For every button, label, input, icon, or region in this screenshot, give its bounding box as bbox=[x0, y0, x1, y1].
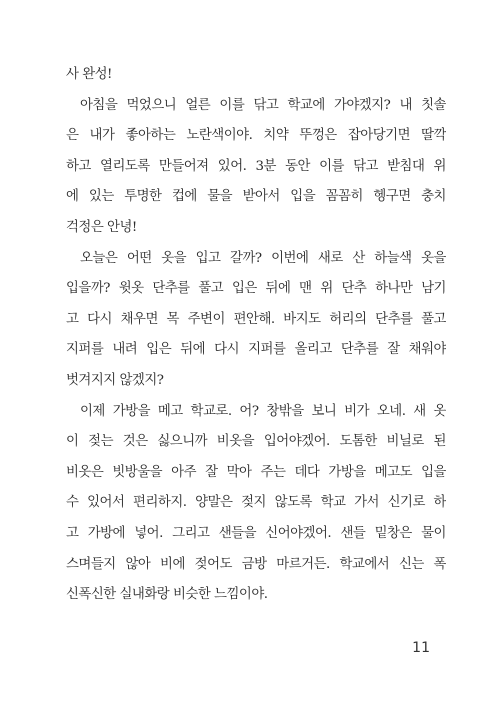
text-line: 은 내가 좋아하는 노란색이야. 치약 뚜껑은 잡아당기면 딸깍 bbox=[66, 128, 446, 144]
text-line: 지퍼를 내려 입은 뒤에 다시 지퍼를 올리고 단추를 잘 채워야 bbox=[66, 342, 446, 358]
paragraph-last-line: 벗겨지지 않겠지? bbox=[66, 372, 164, 388]
paragraph-last-line: 신폭신한 실내화랑 비슷한 느낌이야. bbox=[66, 587, 268, 603]
paragraph-first-line: 이제 가방을 메고 학교로. 어? 창밖을 보니 비가 오네. 새 옷 bbox=[80, 403, 446, 419]
text-line: 사 완성! bbox=[66, 67, 112, 82]
paragraph-last-line: 걱정은 안녕! bbox=[66, 219, 137, 235]
text-line: 고 다시 채우면 목 주변이 편안해. 바지도 허리의 단추를 풀고 bbox=[66, 311, 446, 327]
paragraph-first-line: 오늘은 어떤 옷을 입고 갈까? 이번에 새로 산 하늘색 옷을 bbox=[80, 250, 446, 266]
text-line: 스며들지 않아 비에 젖어도 금방 마르거든. 학교에서 신는 폭 bbox=[66, 556, 446, 572]
paragraph-first-line: 아침을 먹었으니 얼른 이를 닦고 학교에 가야겠지? 내 칫솔 bbox=[80, 97, 446, 113]
text-line: 에 있는 투명한 컵에 물을 받아서 입을 꼼꼼히 헹구면 충치 bbox=[66, 189, 446, 205]
text-line: 이 젖는 것은 싫으니까 비옷을 입어야겠어. 도톰한 비닐로 된 bbox=[66, 434, 446, 450]
page-number: 11 bbox=[412, 640, 430, 656]
body-text bbox=[66, 60, 446, 611]
text-line: 비옷은 빗방울을 아주 잘 막아 주는 데다 가방을 메고도 입을 bbox=[66, 464, 446, 480]
text-line: 고 가방에 넣어. 그리고 샌들을 신어야겠어. 샌들 밑창은 물이 bbox=[66, 525, 446, 541]
text-line: 입을까? 윗옷 단추를 풀고 입은 뒤에 맨 위 단추 하나만 남기 bbox=[66, 281, 446, 297]
text-line: 수 있어서 편리하지. 양말은 젖지 않도록 학교 가서 신기로 하 bbox=[66, 495, 446, 511]
text-line: 하고 열리도록 만들어져 있어. 3분 동안 이를 닦고 받침대 위 bbox=[66, 158, 446, 174]
